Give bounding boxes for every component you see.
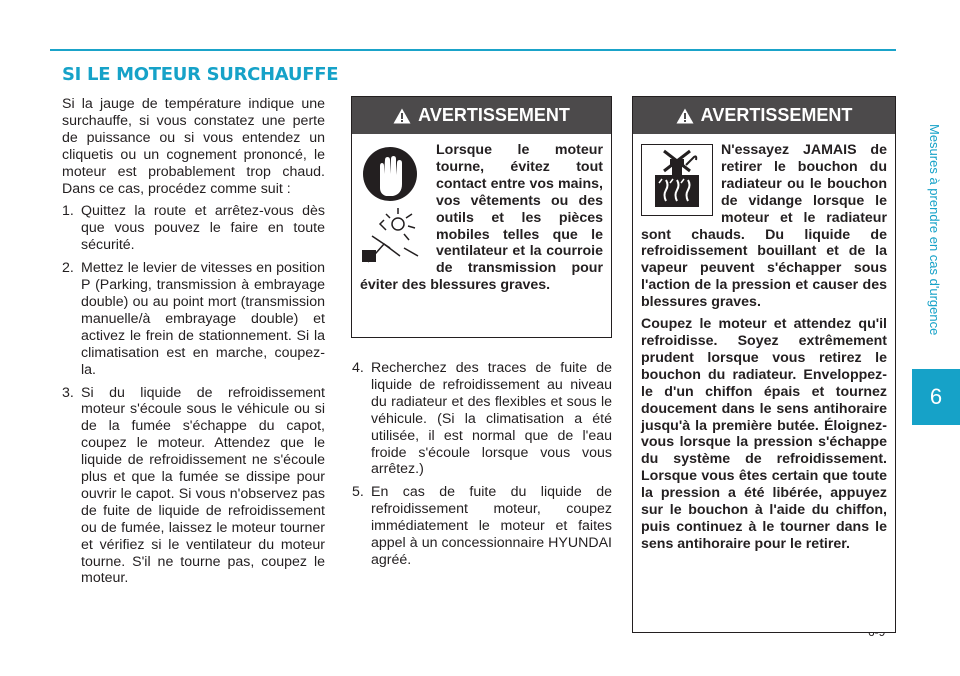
step-text: Si du liquide de refroidissement moteur s'écoule sous le véhicule ou si de la fumée s'échappe du capot, coupez le moteur. Attendez que le liquide de refroidissement ne s'écoule plus et que la fumée se dissipe pour ouvrir le capot. Si vous n'observez pas de fuite de liquide de refroidissement ou de fumée, laissez le moteur tourner et vérifiez si le ventilateur du moteur tourne. S'il ne tourne pas, coupez le moteur.: [81, 384, 325, 587]
step-text: Quittez la route et arrêtez-vous dès que vous pouvez le faire en toute sécurité.: [81, 203, 325, 254]
stop-hand-and-fan-icon: [360, 144, 428, 269]
steps-list: [62, 203, 325, 587]
second-column-steps: [352, 360, 612, 575]
hot-radiator-no-open-icon: [641, 144, 713, 216]
main-column: [62, 96, 325, 593]
step-item: [62, 385, 325, 588]
warning-triangle-icon: [393, 108, 411, 124]
step-text: Mettez le levier de vitesses en position P (Parking, transmission à embrayage double) ou au point mort (transmission manuelle/à embrayage double) et activez le frein de stationnement. Si la climatisation est en marche, coupez-la.: [81, 260, 325, 378]
intro-paragraph: Si la jauge de température indique une surchauffe, si vous constatez une perte de puissance ou si vous entendez un cliquetis ou un cognement prononcé, le moteur est probablement trop chaud. Dans ce cas, procédez comme suit :: [62, 96, 325, 197]
step-number: 1.: [62, 203, 74, 220]
step-number: 2.: [62, 260, 74, 277]
warning-header: [633, 97, 895, 134]
step-item: [352, 484, 612, 569]
chapter-number: 6: [929, 384, 943, 409]
warning-text: Lorsque le moteur tourne, évitez tout contact entre vos mains, vos vêtements ou des outils et les pièces mobiles telles que le ventilateur et la courroie de transmission pour éviter des blessures graves.: [360, 142, 603, 294]
step-text: En cas de fuite du liquide de refroidissement moteur, coupez immédiatement le moteur et faites appel à un concessionnaire HYUNDAI agréé.: [371, 484, 612, 568]
warning-paragraph: Coupez le moteur et attendez qu'il refroidisse. Soyez extrêmement prudent lorsque vous retirez le bouchon du radiateur. Enveloppez-le d'un chiffon épais et tournez doucement dans le sens antihoraire jusqu'à la première butée. Éloignez-vous lorsque la pression s'échappe du système de refroidissement. Lorsque vous êtes certain que toute la pression a été libérée, appuyez sur le bouchon à l'aide du chiffon, puis continuez à le tourner dans le sens antihoraire pour le retirer.: [641, 316, 887, 552]
step-number: 5.: [352, 484, 364, 501]
step-number: 3.: [62, 384, 74, 401]
warning-heading: AVERTISSEMENT: [418, 105, 570, 125]
step-item: [62, 203, 325, 254]
step-text: Recherchez des traces de fuite de liquide de refroidissement au niveau du radiateur et des flexibles et sous le véhicule. (Si la climatisation a été utilisée, il est normal que de l'eau froide s'écoule lorsque vous vous arrêtez.): [371, 360, 612, 478]
warning-paragraph: N'essayez JAMAIS de retirer le bouchon du radiateur ou le bouchon de vidange lorsque le moteur et le radiateur sont chauds. Du liquide de refroidissement bouillant et de la vapeur peuvent s'échapper sous l'action de la pression et causer des blessures graves.: [641, 142, 887, 311]
step-item: [62, 260, 325, 378]
section-title: SI LE MOTEUR SURCHAUFFE: [62, 64, 339, 85]
warning-box-radiator-cap: [632, 96, 896, 633]
warning-header: [352, 97, 611, 134]
steps-list: [352, 360, 612, 569]
top-rule: [50, 49, 896, 51]
step-item: [352, 360, 612, 478]
step-number: 4.: [352, 360, 364, 376]
warning-box-moving-parts: [351, 96, 612, 338]
warning-heading: AVERTISSEMENT: [700, 105, 853, 125]
chapter-title: Mesures à prendre en cas d'urgence: [927, 124, 942, 336]
warning-triangle-icon: [676, 108, 694, 124]
chapter-tab[interactable]: [912, 369, 960, 425]
